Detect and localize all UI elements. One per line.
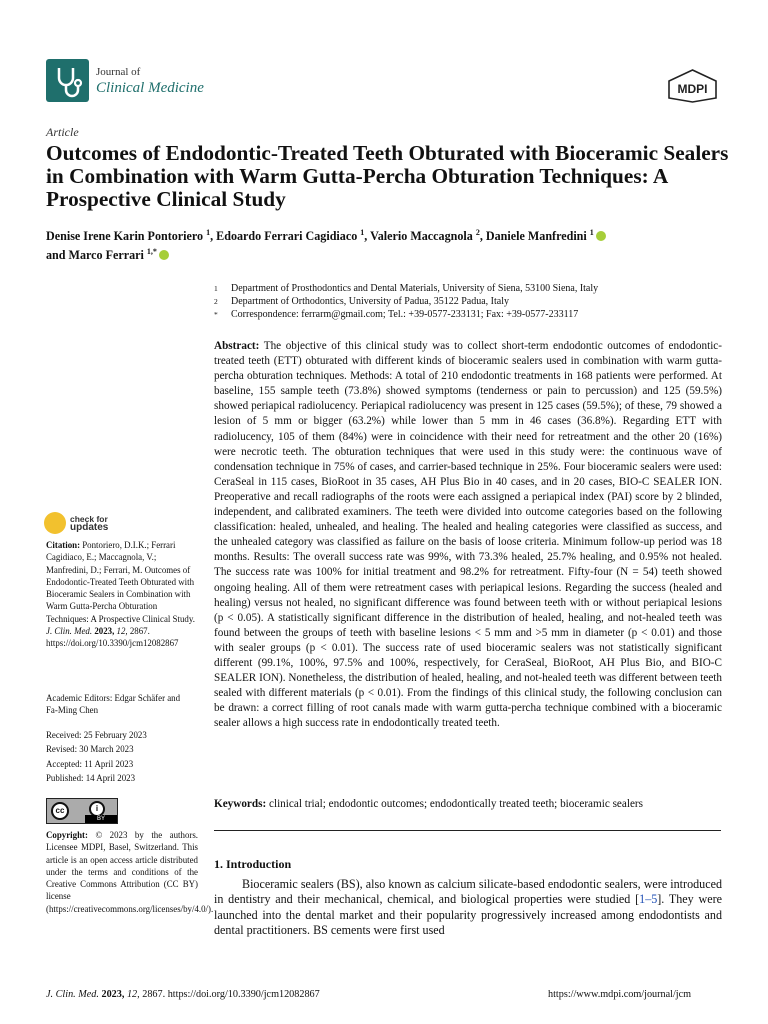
- orcid-icon[interactable]: [596, 231, 606, 241]
- published-date: Published: 14 April 2023: [46, 773, 136, 783]
- received-date: Received: 25 February 2023: [46, 730, 147, 740]
- author-list: Denise Irene Karin Pontoriero $^1$, Edoardo Ferrari Cagidiaco $^1$, Valerio Maccagnola $^2$, Daniele Manfredini $^1$ and Marco Ferrari $^{1,*}$: [46, 225, 736, 263]
- check-for-updates-icon[interactable]: [44, 512, 66, 534]
- footer-volume: 12,: [126, 989, 140, 1000]
- intro-paragraph: [214, 877, 722, 939]
- check-for-updates-label[interactable]: check for: [70, 514, 108, 524]
- keywords-text: clinical trial; endodontic outcomes; endodontically treated teeth; bioceramic sealers: [269, 798, 644, 810]
- journal-logo: [46, 59, 89, 102]
- affiliation-item: [214, 282, 734, 295]
- orcid-icon[interactable]: [159, 250, 169, 260]
- citation-block: [46, 539, 198, 650]
- affiliation-mark: 2: [214, 297, 218, 307]
- citation-journal: J. Clin. Med.: [46, 626, 93, 637]
- author-name: Denise Irene Karin Pontoriero: [46, 229, 204, 244]
- affiliations: [214, 282, 734, 322]
- copyright-label: Copyright:: [46, 830, 88, 840]
- abstract: [214, 339, 722, 731]
- copyright-text: © 2023 by the authors. Licensee MDPI, Basel, Switzerland. This article is an open access article distributed under the terms and conditions of the Creative Commons Attribution (CC BY) license (https://creativecommons.org/licenses/by/4.0/).: [46, 830, 214, 914]
- author-name: Marco Ferrari: [68, 248, 144, 263]
- author-affil-mark: 1: [589, 228, 594, 237]
- citation-doi[interactable]: 2867. https://doi.org/10.3390/jcm12082867: [46, 626, 179, 649]
- author-affil-mark: 1: [360, 228, 365, 237]
- academic-editors: Academic Editors: Edgar Schäfer and Fa-Ming Chen: [46, 693, 181, 716]
- footer-citation: [46, 989, 320, 1000]
- affiliation-mark: 1: [214, 284, 218, 293]
- affiliation-mark: *: [214, 310, 218, 320]
- copyright-block: [46, 829, 214, 915]
- footer-doi[interactable]: 2867. https://doi.org/10.3390/jcm12082867: [142, 989, 320, 1000]
- revised-date: Revised: 30 March 2023: [46, 744, 134, 754]
- check-for-updates-label-bold[interactable]: updates: [70, 522, 109, 533]
- affiliation-item: [214, 295, 734, 308]
- citation-year: 2023,: [94, 626, 115, 637]
- abstract-label: Abstract:: [214, 340, 260, 352]
- article-type: Article: [46, 125, 79, 139]
- cc-by-label: BY: [85, 815, 117, 823]
- affiliation-text: Correspondence: ferrarm@gmail.com; Tel.: +39-0577-233131; Fax: +39-0577-233117: [231, 309, 579, 321]
- citation-label: Citation:: [46, 540, 81, 550]
- paper-title: Outcomes of Endodontic-Treated Teeth Obturated with Bioceramic Sealers in Combination with Warm Gutta-Percha Obturation Techniques: A Prospective Clinical Study: [46, 141, 729, 211]
- journal-name-prefix: Journal of: [96, 66, 141, 78]
- accepted-date: Accepted: 11 April 2023: [46, 759, 134, 769]
- cc-license-badge[interactable]: [46, 798, 118, 824]
- abstract-text: The objective of this clinical study was to collect short-term endodontic outcomes of endodontic-treated teeth (ETT) obturated with different kinds of bioceramic sealers used in combination with warm gutta-percha obturation techniques. Methods: A total of 210 endodontic treatments in 168 patients were performed. At baseline, 155 sample teeth (73.8%) showed symptoms (tenderness or pain to percussion) and 125 (59.5%) showed periapical radiolucency. Periapical radiolucency was present in 125 cases (59.5%); of these, 79 showed a lesion of 5 mm or bigger (63.2%) while lower than 5 mm in 46 cases (36.8%). Regarding ETT with radiolucency, 105 of them (84%) were in coincidence with their need for retreatment and the other 20 (16%) were necrotic teeth. The obturation techniques that were used in this study were: the continuous wave of condensation technique in 75% of cases, and carrier-based technique in 25%. Four bioceramic sealers were used: CeraSeal in 115 cases, BioRoot in 35 cases, AH Plus Bio in 40 cases, and in 20 cases, BIO-C SEALER ION. Preoperative and recall radiographs of the roots were each assigned a periapical index (PAI) score by 2 blinded, independent, and calibrated examiners. The teeth were divided into outcome categories based on the following classification: healed, unhealed, and healing. The healed and healing categories were classified as success, and the unhealed category was classified as failure on the basis of loose criteria. Minimum follow-up period was 18 months. Results: The overall success rate was 99%, with 73.3% healed, 25.7% healing, and 0.95% not healed. The success rate was 100% for initial treatment and 98.2% for retreatment. Fifty-four (N = 54) teeth showed ongoing healing. All of them were retreatment cases with periapical lesions. Regarding the success (healed and healing) versus not healed, no significant difference was found between teeth with or without periapical lesions (p < 0.05). A statistically significant difference in the distribution of healed, healing, and not-healed teeth was found between the groups of teeth with baseline lesions < 5 mm and >5 mm in diameter (p < 0.01) and those with sealer groups (p < 0.01). The success rate of used bioceramic sealers was not statistically significant different (99.1%, 100%, 97.5% and 100%, respectively, for CeraSeal, BioRoot, AH Plus Bio, and BIO-C SEALER ION). Nonetheless, the distribution of healed, healing, and not-healed teeth was different between teeth sealed with different materials (p < 0.01). From the findings of this clinical study, the following conclusion can be drawn: a correct filling of root canals made with warm gutta-percha technique combined with a bioceramic sealer allows a high success rate in endodontically treated teeth.: [214, 340, 722, 730]
- intro-text-after: ]. They were launched into the dental market and their popularity progressively increased among endodontists and dental practitioners. BS cements were first used: [214, 892, 722, 938]
- journal-name: Clinical Medicine: [96, 80, 204, 96]
- mdpi-logo-text: MDPI: [677, 82, 708, 96]
- person-icon: i: [89, 801, 105, 817]
- footer-journal-url[interactable]: https://www.mdpi.com/journal/jcm: [548, 989, 692, 1000]
- footer-year: 2023,: [101, 989, 125, 1000]
- keywords-label: Keywords:: [214, 798, 267, 810]
- mdpi-logo: [667, 69, 718, 103]
- stethoscope-icon: [46, 59, 89, 102]
- section-divider: [214, 830, 721, 831]
- affiliation-item: [214, 308, 734, 321]
- author-affil-mark: 2: [475, 228, 480, 237]
- author-name: Valerio Maccagnola: [370, 229, 473, 244]
- author-affil-mark: 1: [206, 228, 211, 237]
- citation-volume: 12,: [116, 626, 128, 637]
- citation-text: Pontoriero, D.I.K.; Ferrari Cagidiaco, E.; Maccagnola, V.; Manfredini, D.; Ferrari, M. Outcomes of Endodontic-Treated Teeth Obturated with Bioceramic Sealers in Combination with Warm Gutta-Percha Obturation Techniques: A Prospective Clinical Study.: [46, 540, 195, 624]
- section-heading: 1. Introduction: [214, 857, 292, 871]
- author-affil-mark: 1,*: [146, 247, 157, 257]
- affiliation-text: Department of Orthodontics, University of Padua, 35122 Padua, Italy: [231, 296, 509, 308]
- cc-icon: cc: [51, 802, 69, 820]
- citation-link[interactable]: 1–5: [639, 892, 658, 907]
- keywords: [214, 797, 722, 812]
- intro-text-before: Bioceramic sealers (BS), also known as calcium silicate-based endodontic sealers, were introduced in dentistry and their mechanical, chemical, and biological properties were studied [: [214, 877, 722, 907]
- footer-journal: J. Clin. Med.: [46, 989, 99, 1000]
- affiliation-text: Department of Prosthodontics and Dental Materials, University of Siena, 53100 Siena, Italy: [231, 283, 599, 294]
- author-name: Daniele Manfredini: [485, 229, 587, 244]
- author-name: Edoardo Ferrari Cagidiaco: [216, 229, 358, 244]
